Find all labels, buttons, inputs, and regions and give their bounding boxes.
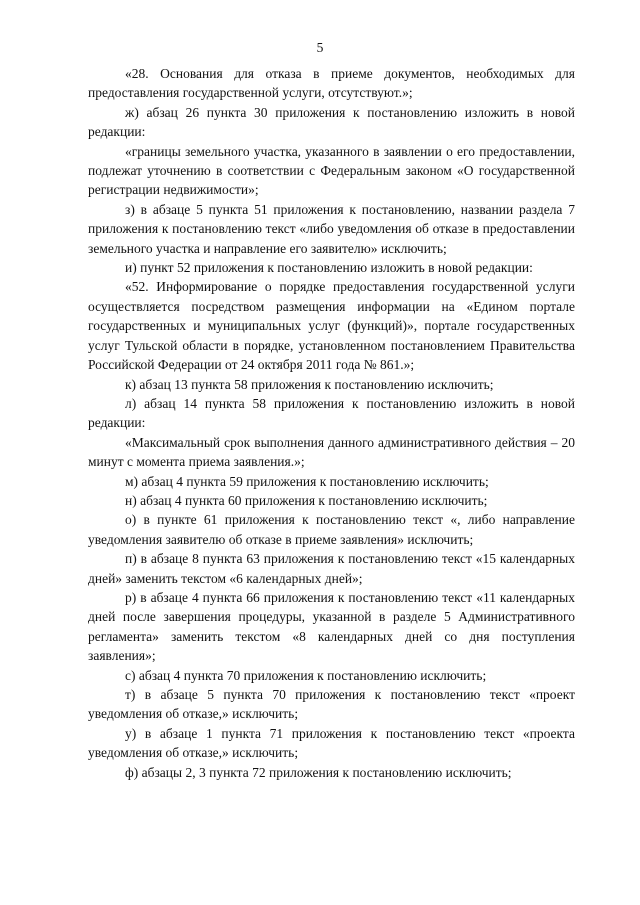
paragraph: т) в абзаце 5 пункта 70 приложения к постановлению текст «проект уведомления об отказе,» исключить; — [88, 687, 575, 722]
paragraph: к) абзац 13 пункта 58 приложения к постановлению исключить; — [125, 376, 494, 392]
paragraph: о) в пункте 61 приложения к постановлению текст «, либо направление уведомления заявителю об отказе в приеме заявления» исключить; — [88, 512, 575, 547]
paragraph: у) в абзаце 1 пункта 71 приложения к постановлению текст «проекта уведомления об отказе,» исключить; — [88, 725, 575, 761]
paragraph: «52. Информирование о порядке предоставления государственной услуги осуществляется посредством размещения информации на «Едином портале государственных и муниципальных услуг (функций)», портале государственных услуг Тульской области в порядке, установленном постановлением Правительства Российской Федерации от 24 октября 2011 года № 861.»; — [88, 279, 575, 373]
paragraph: п) в абзаце 8 пункта 63 приложения к постановлению текст «15 календарных дней» заменить текстом «6 календарных дней»; — [88, 551, 575, 586]
paragraph: м) абзац 4 пункта 59 приложения к постановлению исключить; — [125, 473, 489, 489]
paragraph: с) абзац 4 пункта 70 приложения к постановлению исключить; — [125, 667, 487, 683]
paragraph: н) абзац 4 пункта 60 приложения к постановлению исключить; — [125, 492, 488, 508]
paragraph: «границы земельного участка, указанного в заявлении о его предоставлении, подлежат уточнению в соответствии с Федеральным законом «О государственной регистрации недвижимости»; — [88, 143, 575, 198]
paragraph: «Максимальный срок выполнения данного административного действия – 20 минут с момента приема заявления.»; — [88, 434, 575, 470]
paragraph: и) пункт 52 приложения к постановлению изложить в новой редакции: — [125, 260, 533, 276]
paragraph: р) в абзаце 4 пункта 66 приложения к постановлению текст «11 календарных дней после завершения процедуры, указанной в разделе 5 Административного регламента» заменить текстом «8 календарных дней со дня поступления заявления»; — [88, 589, 575, 664]
page-number: 5 — [316, 40, 324, 55]
paragraph: «28. Основания для отказа в приеме документов, необходимых для предоставления государственной услуги, отсутствуют.»; — [88, 66, 575, 101]
paragraph: ф) абзацы 2, 3 пункта 72 приложения к постановлению исключить; — [125, 764, 512, 780]
paragraph: з) в абзаце 5 пункта 51 приложения к постановлению, названии раздела 7 приложения к постановлению текст «либо уведомления об отказе в предоставлении земельного участка и направление его заявителю» исключить; — [88, 201, 575, 256]
paragraph: л) абзац 14 пункта 58 приложения к постановлению изложить в новой редакции: — [88, 395, 575, 431]
document-body — [88, 64, 575, 782]
paragraph: ж) абзац 26 пункта 30 приложения к постановлению изложить в новой редакции: — [88, 104, 575, 140]
